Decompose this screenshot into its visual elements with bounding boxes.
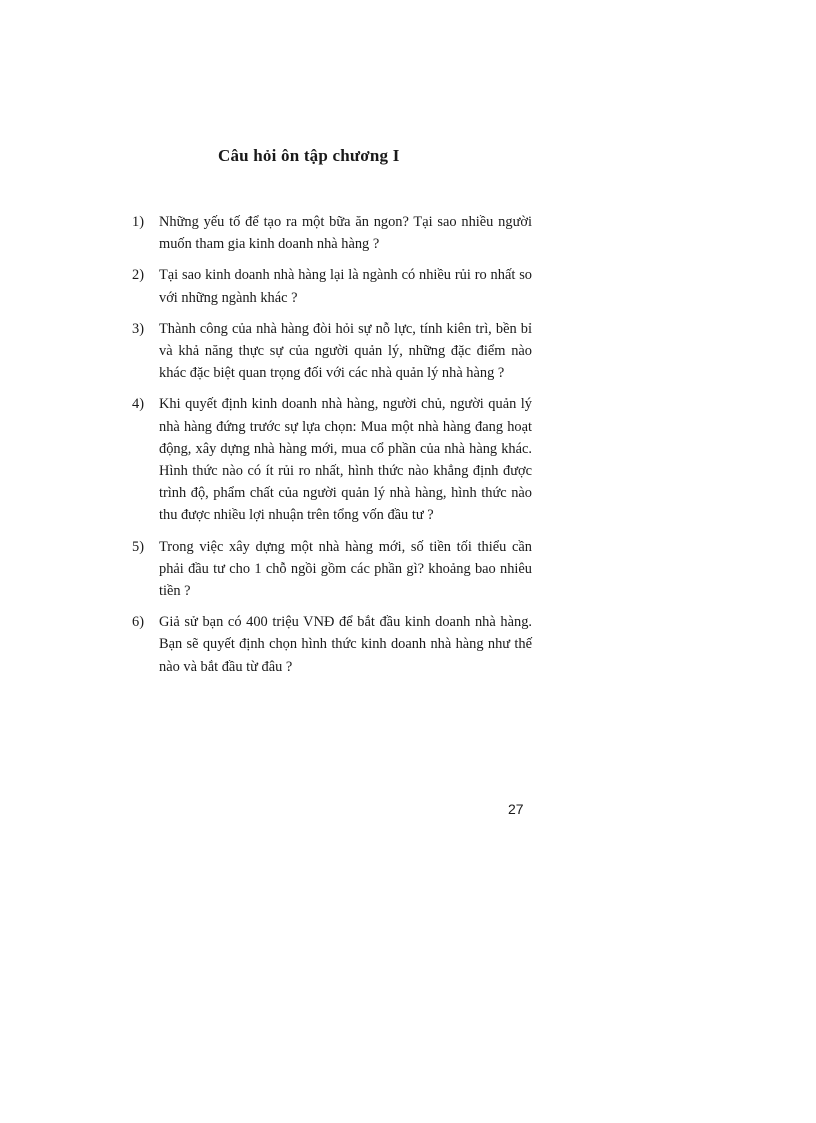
question-item: [132, 211, 532, 255]
question-item: [132, 393, 532, 526]
question-text: Thành công của nhà hàng đòi hỏi sự nỗ lực, tính kiên trì, bền bỉ và khả năng thực sự của người quản lý, những đặc điểm nào khác đặc biệt quan trọng đối với các nhà quản lý nhà hàng ?: [159, 320, 532, 382]
question-number: 2): [132, 267, 144, 284]
question-number: 3): [132, 320, 144, 337]
question-number: 5): [132, 538, 144, 555]
question-number: 4): [132, 396, 144, 413]
question-list: [132, 211, 532, 687]
question-item: [132, 318, 532, 385]
question-item: [132, 611, 532, 678]
question-number: 1): [132, 214, 144, 230]
question-text: Giả sử bạn có 400 triệu VNĐ để bắt đầu kinh doanh nhà hàng. Bạn sẽ quyết định chọn hình thức kinh doanh nhà hàng như thế nào và bắt đầu từ đâu ?: [159, 614, 532, 675]
question-text: Khi quyết định kinh doanh nhà hàng, người chủ, người quản lý nhà hàng đứng trước sự lựa chọn: Mua một nhà hàng đang hoạt động, xây dựng nhà hàng mới, mua cổ phần của nhà hàng khác. Hình thức nào có ít rủi ro nhất, hình thức nào khẳng định được trình độ, phẩm chất của người quản lý nhà hàng, hình thức nào thu được nhiều lợi nhuận trên tổng vốn đầu tư ?: [159, 396, 532, 524]
question-item: [132, 536, 532, 603]
question-item: [132, 264, 532, 308]
chapter-review-title: Câu hỏi ôn tập chương I: [218, 146, 400, 165]
question-text: Những yếu tố để tạo ra một bữa ăn ngon? Tại sao nhiều người muốn tham gia kinh doanh nhà hàng ?: [159, 214, 532, 253]
question-number: 6): [132, 614, 144, 631]
page-number: 27: [508, 801, 524, 817]
question-text: Trong việc xây dựng một nhà hàng mới, số tiền tối thiểu cần phải đầu tư cho 1 chỗ ngồi gồm các phần gì? khoảng bao nhiêu tiền ?: [159, 538, 532, 600]
question-text: Tại sao kinh doanh nhà hàng lại là ngành có nhiều rủi ro nhất so với những ngành khác ?: [159, 267, 532, 306]
